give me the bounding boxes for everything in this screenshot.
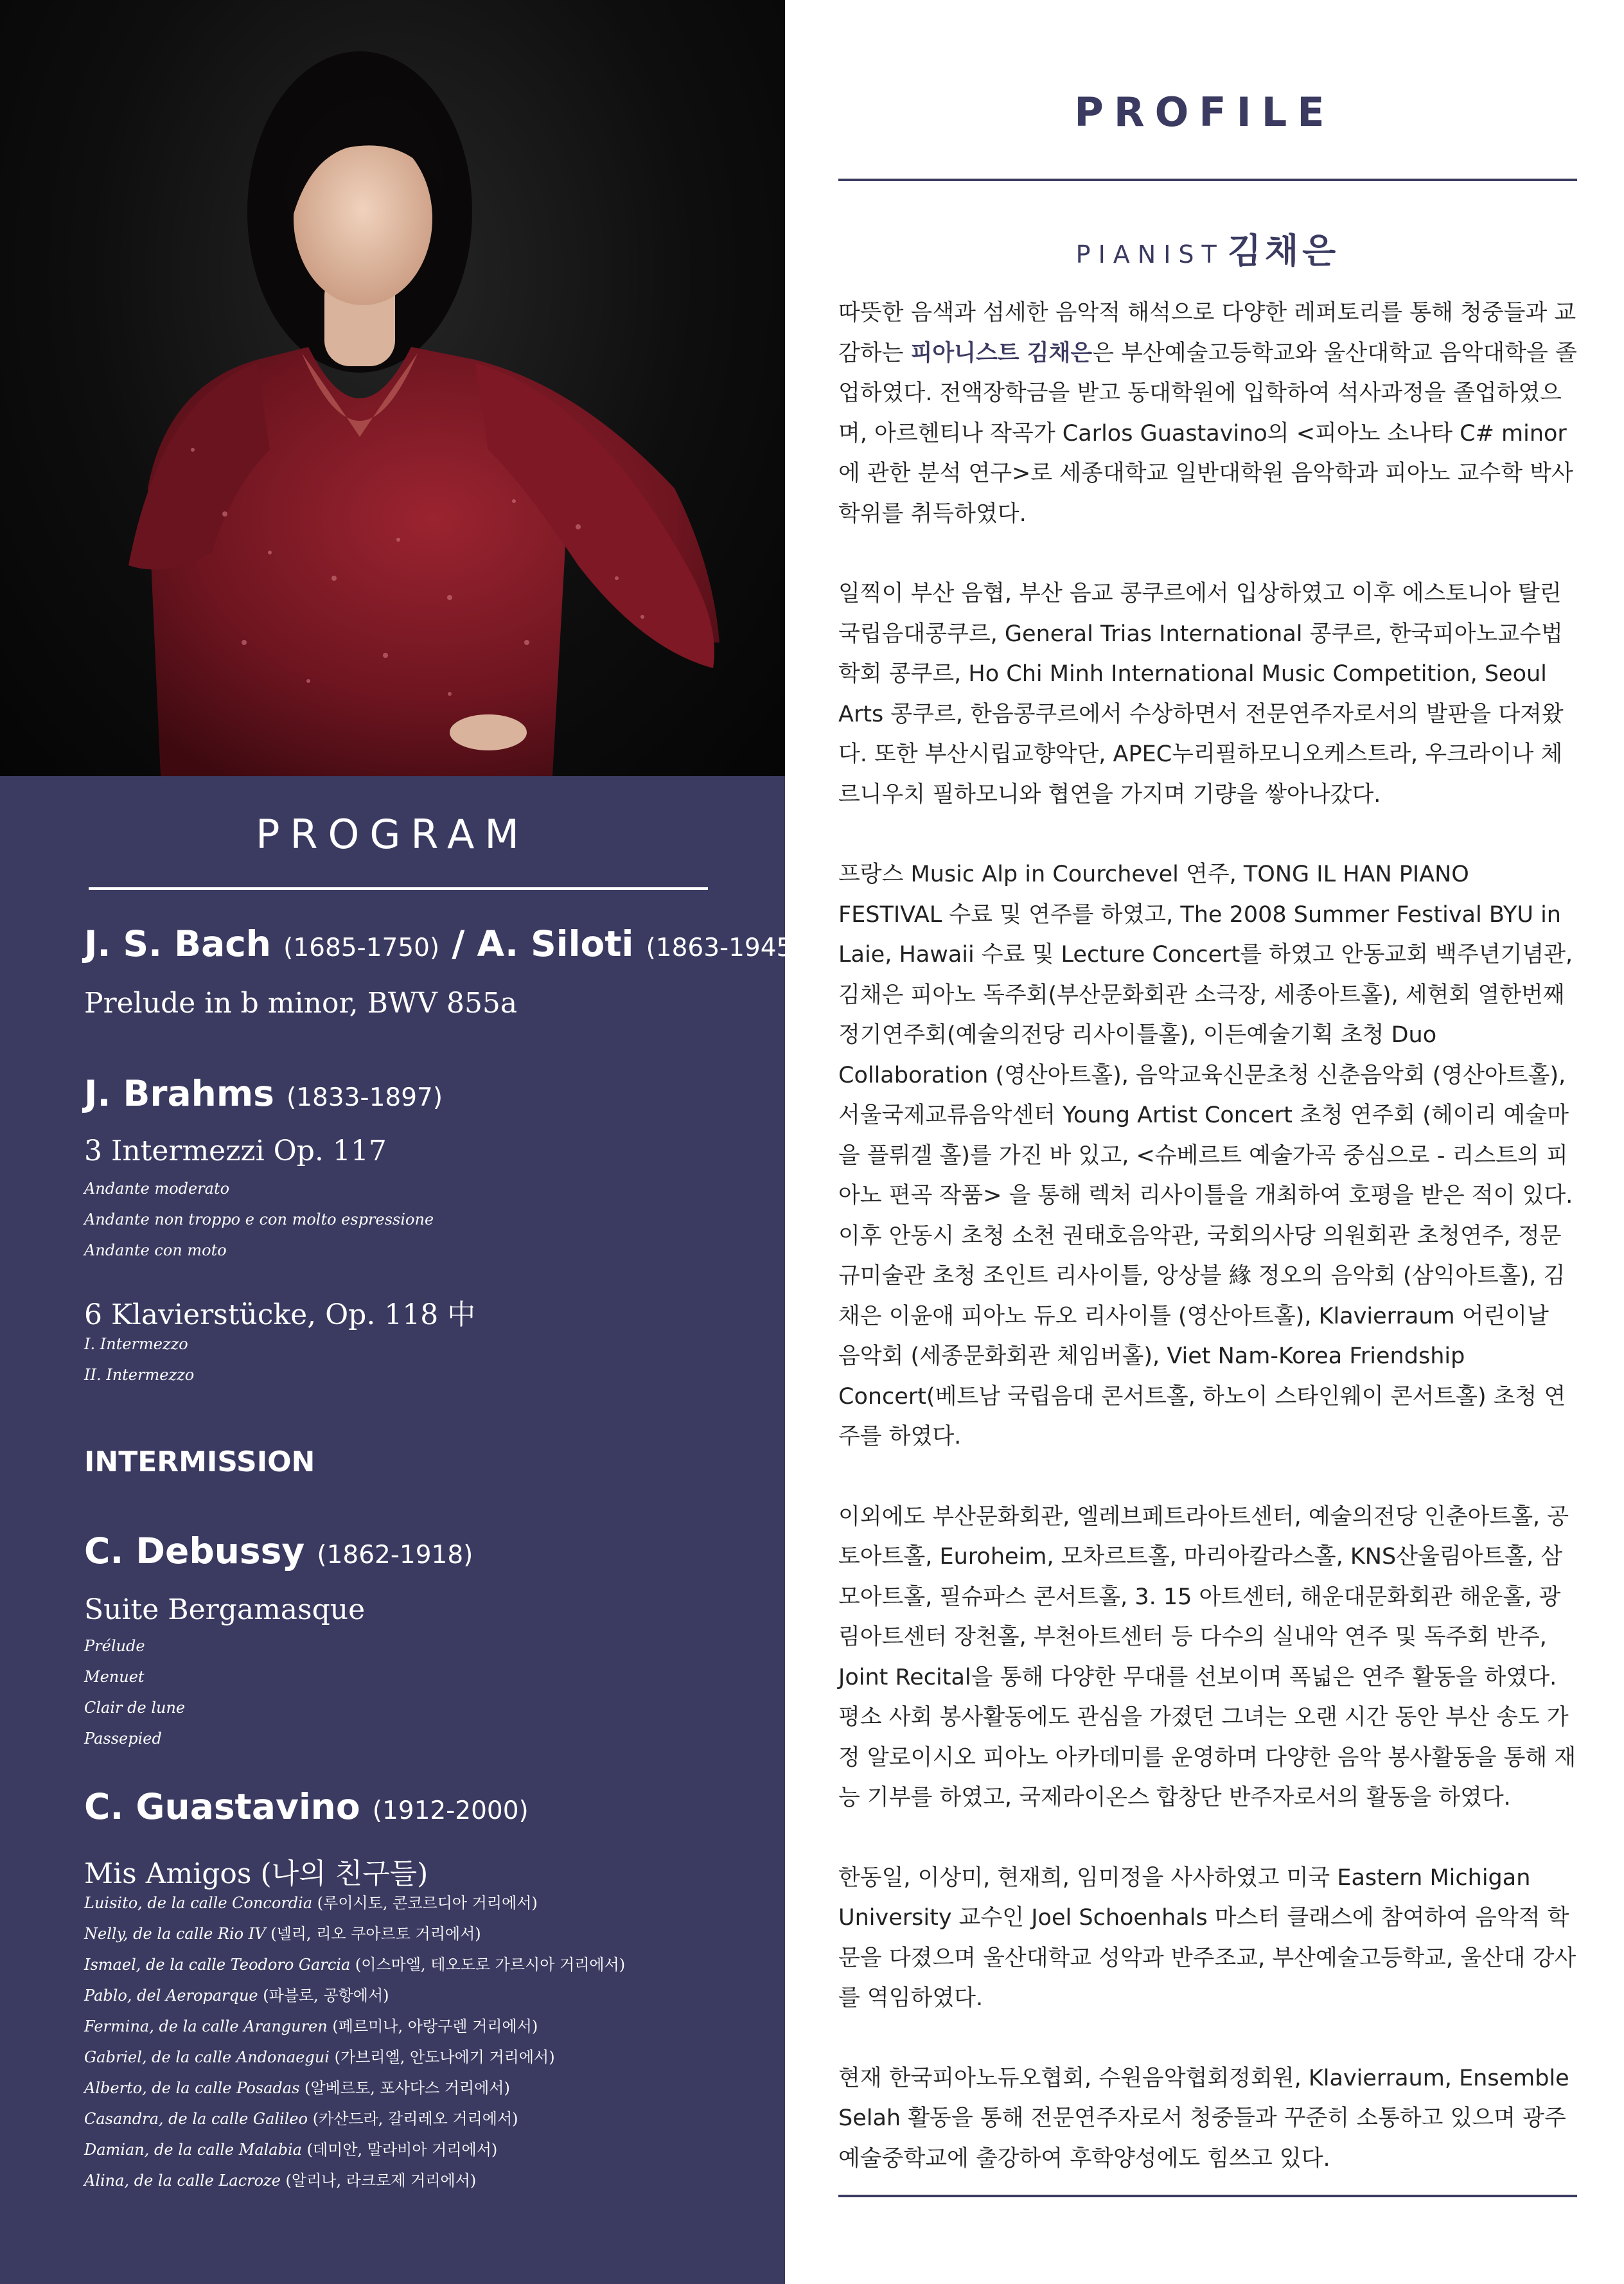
bio-paragraph: 따뜻한 음색과 섬세한 음악적 해석으로 다양한 레퍼토리를 통해 청중들과 교감하는 피아니스트 김채은은 부산예술고등학교와 울산대학교 음악대학을 졸업하였다. 전액장학금을 받고 동대학원에 입학하여 석사과정을 졸업하였으며, 아르헨티나 작곡가 Carlos Guastavino의 <피아노 소나타 C# minor에 관한 분석 연구>로 세종대학교 일반대학원 음악학과 피아노 교수학 박사학위를 취득하였다. <box>838 300 1577 527</box>
profile-divider-top <box>838 179 1577 181</box>
intermission-label: INTERMISSION <box>84 1446 315 1478</box>
composer-years: (1862-1918) <box>317 1541 473 1570</box>
bio-paragraph: 한동일, 이상미, 현재희, 임미정을 사사하였고 미국 Eastern Michigan University 교수인 Joel Schoenhals 마스터 클래스에 참여하여 음악적 학문을 다졌으며 울산대학교 성악과 반주조교, 부산예술고등학교, 울산대 강사를 역임하였다. <box>838 1864 1576 2011</box>
composer-brahms <box>84 1073 443 1114</box>
work-title: Mis Amigos (나의 친구들) <box>84 1857 428 1890</box>
movement: Damian, de la calle Malabia (데미안, 말라비아 거리에서) <box>84 2141 498 2159</box>
composer-name: J. Brahms <box>84 1073 274 1114</box>
pianist-portrait-photo <box>0 0 785 776</box>
composer-bach-siloti <box>84 923 802 964</box>
work-title: Prelude in b minor, BWV 855a <box>84 987 518 1020</box>
program-heading: PROGRAM <box>256 811 529 858</box>
movement: Nelly, de la calle Rio IV (넬리, 리오 쿠아르토 거리에서) <box>84 1925 481 1943</box>
composer-name: J. S. Bach <box>84 923 271 964</box>
hand <box>450 714 527 750</box>
pianist-label: PIANIST <box>1075 240 1224 269</box>
movement: Andante moderato <box>84 1180 230 1198</box>
movement-list <box>84 1173 434 1266</box>
composer-years: (1685-1750) <box>283 934 440 962</box>
movement-list <box>84 1888 625 2196</box>
bio-paragraph: 프랑스 Music Alp in Courchevel 연주, TONG IL HAN PIANO FESTIVAL 수료 및 연주를 하였고, The 2008 Summer Festival BYU in Laie, Hawaii 수료 및 Lecture Concert를 하였고 안동교회 백주년기념관, 김채은 피아노 독주회(부산문화회관 소극장, 세종아트홀), 세현회 열한번째 정기연주회(예술의전당 리사이틀홀), 이든예술기획 초청 Duo Collaboration (영산아트홀), 음악교육신문초청 신춘음악회 (영산아트홀), 서울국제교류음악센터 Young Artist Concert 초청 연주회 (헤이리 예술마을 플뤼겔 홀)를 가진 바 있고, <슈베르트 예술가곡 중심으로 - 리스트의 피아노 편곡 작품> 을 통해 렉처 리사이틀을 개최하여 호평을 받은 적이 있다. 이후 안동시 초청 소천 권태호음악관, 국회의사당 의원회관 초청연주, 정문규미술관 초청 조인트 리사이틀, 앙상블 緣 정오의 음악회 (삼익아트홀), 김채은 이윤애 피아노 듀오 리사이틀 (영산아트홀), Klavierraum 어린이날 음악회 (세종문화회관 체임버홀), Viet Nam-Korea Friendship Concert(베트남 국립음대 콘서트홀, 하노이 스타인웨이 콘서트홀) 초청 연주를 하였다. <box>838 862 1573 1449</box>
composer-years: (1912-2000) <box>372 1796 529 1825</box>
pianist-title <box>838 224 1577 273</box>
portrait-illustration <box>0 0 785 776</box>
movement: II. Intermezzo <box>84 1366 195 1384</box>
pianist-name: 김채은 <box>1227 231 1340 271</box>
movement: Fermina, de la calle Aranguren (페르미나, 아랑구렌 거리에서) <box>84 2017 538 2035</box>
movement: Andante con moto <box>84 1241 227 1259</box>
movement-list <box>84 1631 185 1754</box>
movement: Alberto, de la calle Posadas (알베르토, 포사다스 거리에서) <box>84 2079 510 2097</box>
separator: / <box>452 923 465 964</box>
profile-divider-bottom <box>838 2195 1577 2197</box>
movement: Andante non troppo e con molto espressione <box>84 1210 434 1228</box>
composer-years: (1833-1897) <box>287 1083 443 1112</box>
movement: Passepied <box>84 1730 162 1748</box>
movement: Casandra, de la calle Galileo (카산드라, 갈리레오 거리에서) <box>84 2110 518 2128</box>
bio-paragraph: 현재 한국피아노듀오협회, 수원음악협회정회원, Klavierraum, Ensemble Selah 활동을 통해 전문연주자로서 청중들과 꾸준히 소통하고 있으며 광주예술중학교에 출강하여 후학양성에도 힘쓰고 있다. <box>838 2065 1569 2172</box>
movement: Prélude <box>84 1637 145 1655</box>
movement: Gabriel, de la calle Andonaegui (가브리엘, 안도나에기 거리에서) <box>84 2048 555 2066</box>
movement-list <box>84 1329 194 1390</box>
composer-years: (1863-1945) <box>646 934 802 962</box>
movement: Menuet <box>84 1668 145 1686</box>
profile-heading: PROFILE <box>1074 89 1335 136</box>
composer-guastavino <box>84 1786 529 1827</box>
work-title: 3 Intermezzi Op. 117 <box>84 1135 387 1167</box>
program-divider <box>89 887 708 890</box>
work-title: Suite Bergamasque <box>84 1593 366 1626</box>
pianist-name-highlight: 피아니스트 김채은 <box>910 340 1093 366</box>
movement: Alina, de la calle Lacroze (알리나, 라크로제 거리에서) <box>84 2172 477 2190</box>
work-title: 6 Klavierstücke, Op. 118 中 <box>84 1298 476 1331</box>
composer-debussy <box>84 1530 473 1571</box>
composer-name: A. Siloti <box>477 923 634 964</box>
movement: Luisito, de la calle Concordia (루이시토, 콘코르디아 거리에서) <box>84 1894 538 1912</box>
movement: Pablo, del Aeroparque (파블로, 공항에서) <box>84 1987 389 2005</box>
movement: I. Intermezzo <box>84 1335 188 1353</box>
composer-name: C. Debussy <box>84 1530 305 1571</box>
composer-name: C. Guastavino <box>84 1786 360 1827</box>
program-panel <box>0 0 802 2284</box>
biography <box>838 293 1577 2218</box>
movement: Ismael, de la calle Teodoro Garcia (이스마엘, 테오도로 가르시아 거리에서) <box>84 1956 626 1974</box>
movement: Clair de lune <box>84 1699 186 1717</box>
bio-paragraph: 일찍이 부산 음협, 부산 음교 콩쿠르에서 입상하였고 이후 에스토니아 탈린 국립음대콩쿠르, General Trias International 콩쿠르, 한국피아노교수법학회 콩쿠르, Ho Chi Minh International Music Competition, Seoul Arts 콩쿠르, 한음콩쿠르에서 수상하면서 전문연주자로서의 발판을 다져왔다. 또한 부산시립교향악단, APEC누리필하모니오케스트라, 우크라이나 체르니우치 필하모니와 협연을 가지며 기량을 쌓아나갔다. <box>838 581 1564 808</box>
bio-paragraph: 이외에도 부산문화회관, 엘레브페트라아트센터, 예술의전당 인춘아트홀, 공토아트홀, Euroheim, 모차르트홀, 마리아칼라스홀, KNS산울림아트홀, 삼모아트홀, 필슈파스 콘서트홀, 3. 15 아트센터, 해운대문화회관 해운홀, 광림아트센터 장천홀, 부천아트센터 등 다수의 실내악 연주 및 독주회 반주, Joint Recital을 통해 다양한 무대를 선보이며 폭넓은 연주 활동을 하였다. 평소 사회 봉사활동에도 관심을 가졌던 그녀는 오랜 시간 동안 부산 송도 가정 알로이시오 피아노 아카데미를 운영하며 다양한 음악 봉사활동을 통해 재능 기부를 하였고, 국제라이온스 합창단 반주자로서의 활동을 하였다. <box>838 1503 1576 1810</box>
